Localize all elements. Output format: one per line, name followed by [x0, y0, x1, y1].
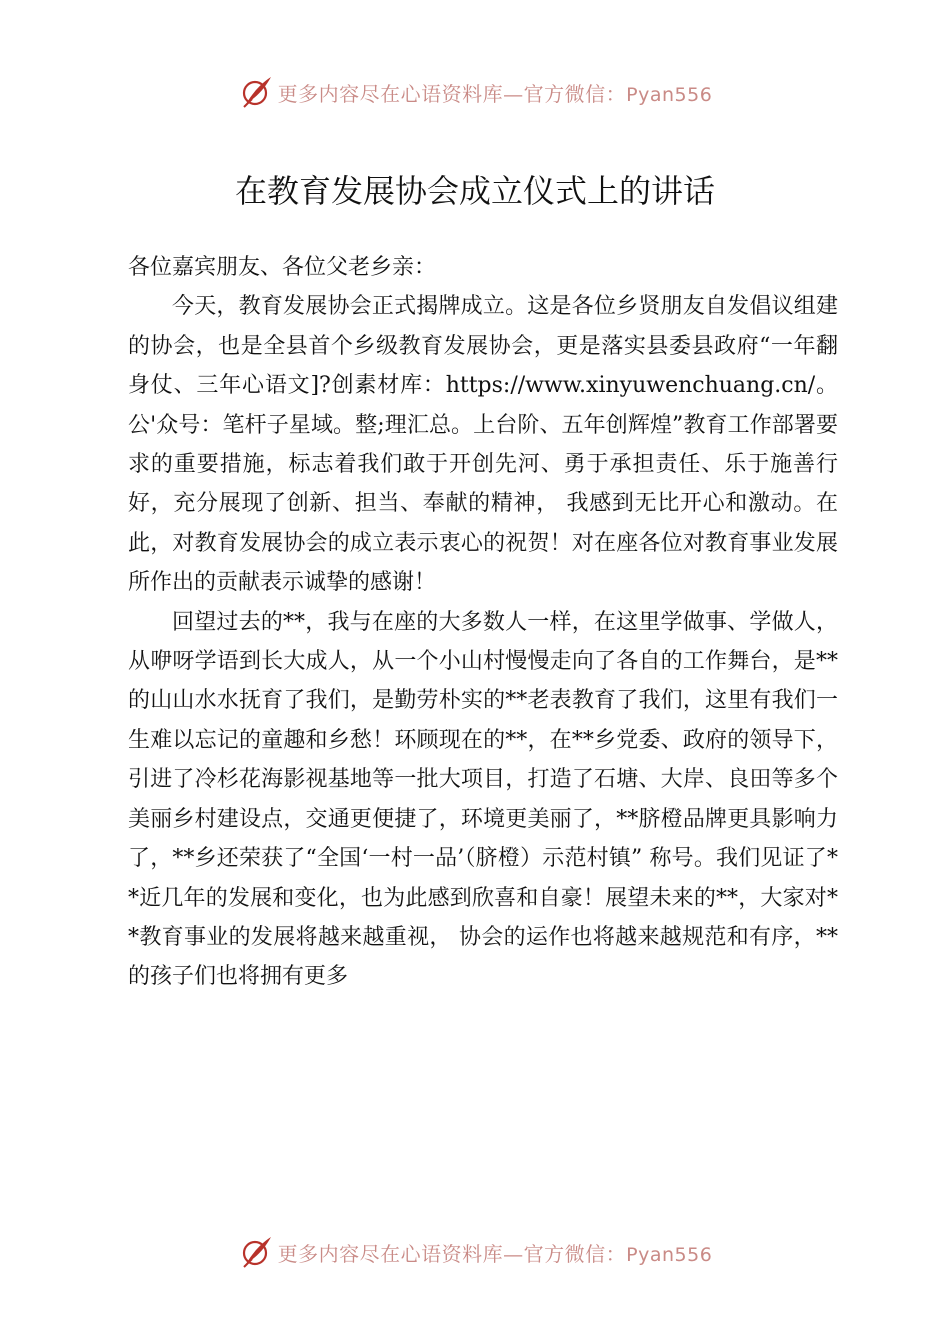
paragraph-1: 今天，教育发展协会正式揭牌成立。这是各位乡贤朋友自发倡议组建的协会，也是全县首个乡级教育发展协会，更是落实县委县政府“一年翻身仗、三年心语文]?创素材库：https://www.xinyuwenchuang.cn/。公'众号：笔杆子星域。整;理汇总。上台阶、五年创辉煌”教育工作部署要求的重要措施，标志着我们敢于开创先河、勇于承担责任、乐于施善行好，充分展现了创新、担当、奉献的精神， 我感到无比开心和激动。在此，对教育发展协会的成立表示衷心的祝贺！对在座各位对教育事业发展所作出的贡献表示诚挚的感谢！: [128, 294, 838, 596]
banner-brand-text: 更多内容尽在心语资料库: [277, 81, 504, 106]
banner-wechat-label: 官方微信：: [523, 81, 627, 106]
paragraph-2: 回望过去的**，我与在座的大多数人一样，在这里学做事、学做人，从咿呀学语到长大成人，从一个小山村慢慢走向了各自的工作舞台，是**的山山水水抚育了我们，是勤劳朴实的**老表教育了我们，这里有我们一生难以忘记的童趣和乡愁！环顾现在的**，在**乡党委、政府的领导下，引进了冷杉花海影视基地等一批大项目，打造了石塘、大岸、良田等多个美丽乡村建设点，交通更便捷了，环境更美丽了，**脐橙品牌更具影响力了，**乡还荣获了“全国‘一村一品’（脐橙）示范村镇” 称号。我们见证了**近几年的发展和变化，也为此感到欣喜和自豪！展望未来的**，大家对**教育事业的发展将越来越重视， 协会的运作也将越来越规范和有序，**的孩子们也将拥有更多: [128, 609, 838, 990]
feather-quill-logo-icon: [238, 74, 274, 110]
banner-dash: —: [503, 1241, 524, 1266]
footer-banner: [0, 1232, 950, 1272]
feather-quill-logo-icon: [238, 1234, 274, 1270]
banner-wechat-id: Pyan556: [626, 83, 713, 106]
banner-wechat-id: Pyan556: [626, 1243, 713, 1266]
salutation: 各位嘉宾朋友、各位父老乡亲：: [128, 255, 437, 280]
document-body: [128, 248, 838, 997]
header-banner: [0, 72, 950, 112]
banner-dash: —: [503, 81, 524, 106]
banner-brand-text: 更多内容尽在心语资料库: [277, 1241, 504, 1266]
document-title: 在教育发展协会成立仪式上的讲话: [234, 172, 715, 210]
banner-wechat-label: 官方微信：: [523, 1241, 627, 1266]
